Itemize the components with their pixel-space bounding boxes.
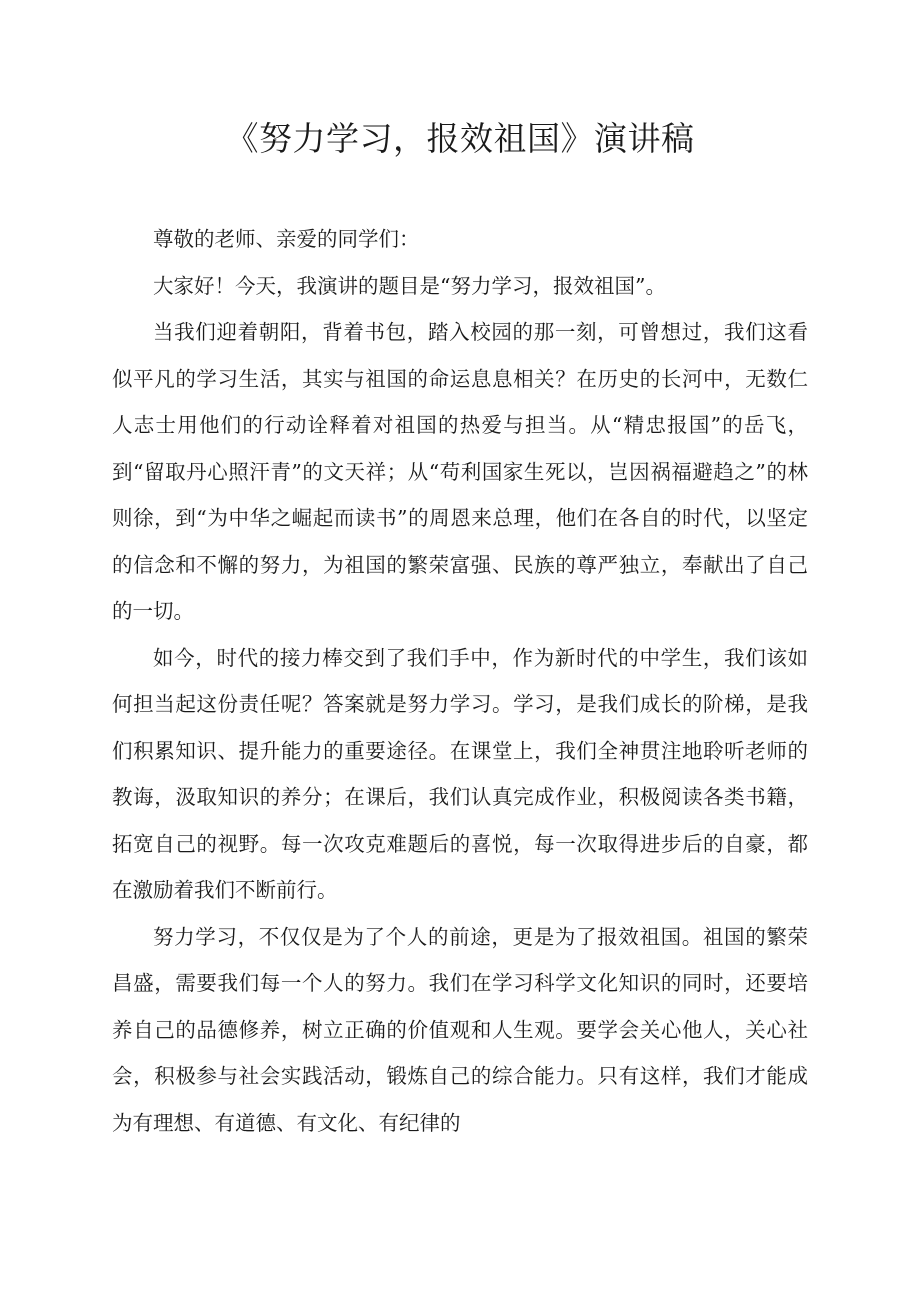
salutation-paragraph: 尊敬的老师、亲爱的同学们： [153,227,420,251]
greeting-paragraph: 大家好！今天，我演讲的题目是“努力学习，报效祖国”。 [153,273,666,298]
document-title: 《努力学习，报效祖国》演讲稿 [225,119,695,158]
body-paragraph: 如今，时代的接力棒交到了我们手中，作为新时代的中学生，我们该如何担当起这份责任呢？答案就是努力学习。学习，是我们成长的阶梯，是我们积累知识、提升能力的重要途径。在课堂上，我们全神贯注地聆听老师的教诲，汲取知识的养分；在课后，我们认真完成作业，积极阅读各类书籍，拓宽自己的视野。每一次攻克难题后的喜悦，每一次取得进步后的自豪，都在激励着我们不断前行。 [112,645,808,902]
body-paragraph: 努力学习，不仅仅是为了个人的前途，更是为了报效祖国。祖国的繁荣昌盛，需要我们每一个人的努力。我们在学习科学文化知识的同时，还要培养自己的品德修养，树立正确的价值观和人生观。要学会关心他人，关心社会，积极参与社会实践活动，锻炼自己的综合能力。只有这样，我们才能成为有理想、有道德、有文化、有纪律的 [112,924,808,1135]
document-body [112,216,808,1146]
body-paragraph: 当我们迎着朝阳，背着书包，踏入校园的那一刻，可曾想过，我们这看似平凡的学习生活，其实与祖国的命运息息相关？在历史的长河中，无数仁人志士用他们的行动诠释着对祖国的热爱与担当。从“精忠报国”的岳飞，到“留取丹心照汗青”的文天祥；从“苟利国家生死以，岂因祸福避趋之”的林则徐，到“为中华之崛起而读书”的周恩来总理，他们在各自的时代，以坚定的信念和不懈的努力，为祖国的繁荣富强、民族的尊严独立，奉献出了自己的一切。 [112,320,808,623]
